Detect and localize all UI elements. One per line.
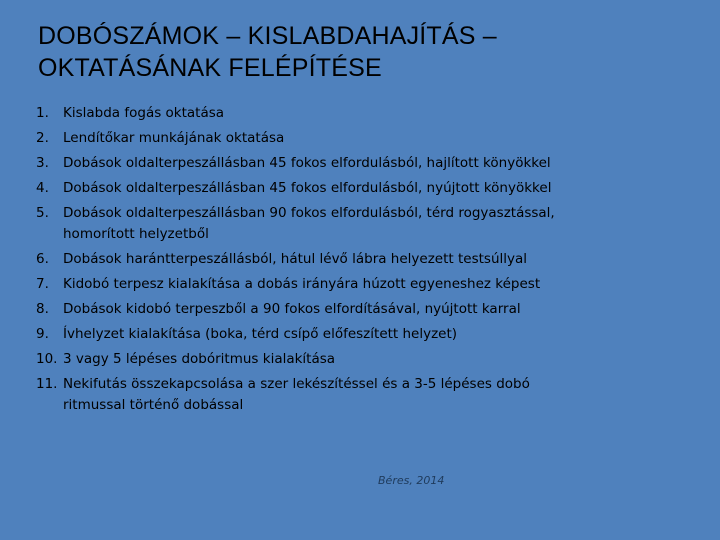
step-text: Kislabda fogás oktatása [63, 105, 225, 121]
steps-list [36, 103, 596, 420]
step-text: Ívhelyzet kialakítása (boka, térd csípő előfeszített helyzet) [63, 326, 458, 342]
step-item [36, 274, 596, 295]
step-text: Dobások oldalterpeszállásban 45 fokos elfordulásból, nyújtott könyökkel [63, 180, 552, 196]
step-number: 2. [36, 130, 49, 146]
step-number: 4. [36, 180, 49, 196]
step-item [36, 178, 596, 199]
step-item [36, 128, 596, 149]
step-text: Dobások harántterpeszállásból, hátul lévő lábra helyezett testsúllyal [63, 251, 528, 267]
step-text: 3 vagy 5 lépéses dobóritmus kialakítása [63, 351, 336, 367]
step-number: 1. [36, 105, 49, 121]
slide-title [38, 20, 698, 84]
step-item [36, 249, 596, 270]
step-number: 8. [36, 301, 49, 317]
step-number: 5. [36, 205, 49, 221]
step-item [36, 203, 596, 245]
step-text: Kidobó terpesz kialakítása a dobás irányára húzott egyeneshez képest [63, 276, 541, 292]
step-item [36, 349, 596, 370]
step-item [36, 153, 596, 174]
step-number: 10. [36, 351, 58, 367]
step-number: 9. [36, 326, 49, 342]
source-credit: Béres, 2014 [378, 474, 445, 487]
step-number: 7. [36, 276, 49, 292]
step-item [36, 324, 596, 345]
title-line-2: OKTATÁSÁNAK FELÉPÍTÉSE [38, 54, 382, 82]
step-text: Nekifutás összekapcsolása a szer lekészítéssel és a 3-5 lépéses dobó ritmussal történő dobással [63, 376, 530, 413]
step-number: 11. [36, 376, 58, 392]
step-number: 6. [36, 251, 49, 267]
step-text: Lendítőkar munkájának oktatása [63, 130, 285, 146]
step-text: Dobások oldalterpeszállásban 45 fokos elfordulásból, hajlított könyökkel [63, 155, 551, 171]
title-line-1: DOBÓSZÁMOK – KISLABDAHAJÍTÁS – [38, 22, 497, 50]
step-text: Dobások kidobó terpeszből a 90 fokos elfordításával, nyújtott karral [63, 301, 521, 317]
step-item [36, 374, 596, 416]
step-text: Dobások oldalterpeszállásban 90 fokos elfordulásból, térd rogyasztással, homorított helyzetből [63, 205, 555, 242]
step-item [36, 103, 596, 124]
step-item [36, 299, 596, 320]
step-number: 3. [36, 155, 49, 171]
